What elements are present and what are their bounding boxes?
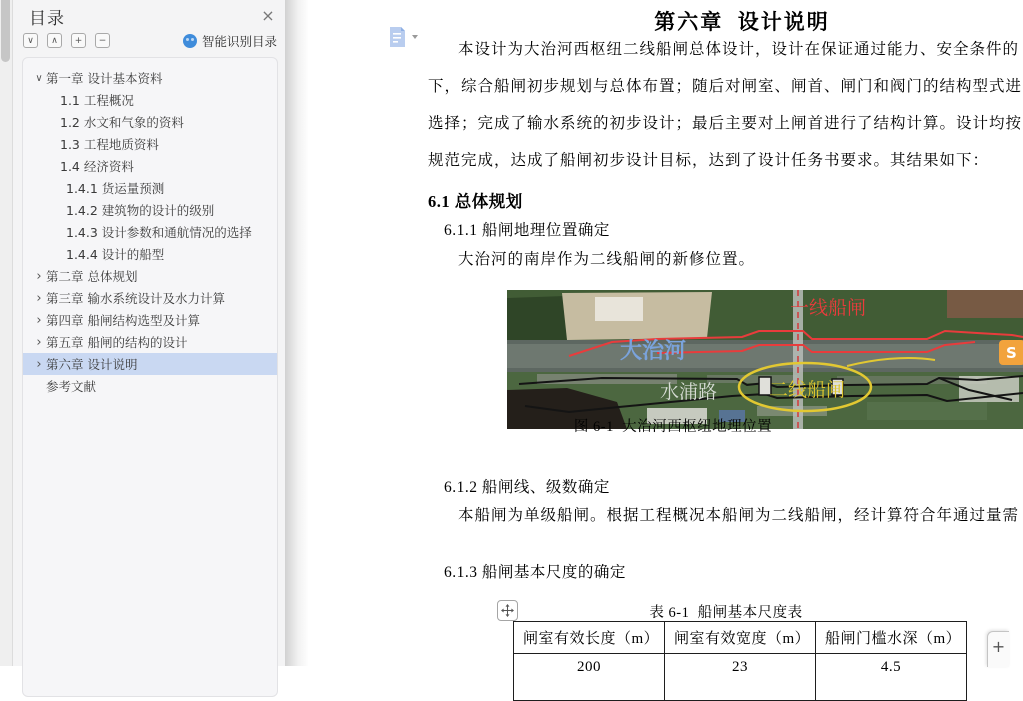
label-road: 水浦路: [660, 381, 718, 403]
toc-item-label: 1.4.1 货运量预测: [66, 181, 165, 196]
toc-item-label: 第一章 设计基本资料: [46, 71, 163, 86]
page-title: 第六章 设计说明: [654, 10, 830, 34]
toc-item[interactable]: [23, 89, 277, 111]
collapse-node-icon[interactable]: −: [95, 33, 110, 48]
toc-item-label: 1.4 经济资料: [60, 159, 134, 174]
toc-item[interactable]: [23, 309, 277, 331]
toc-item-label: 1.4.2 建筑物的设计的级别: [66, 203, 215, 218]
paragraph-line: 规范完成，达成了船闸初步设计目标，达到了设计任务书要求。其结果如下：: [428, 152, 990, 169]
panel-shadow: [285, 0, 309, 666]
section-heading-6-1-2: 6.1.2 船闸线、级数确定: [444, 479, 610, 496]
label-line2-lock: 二线船闸: [769, 379, 846, 401]
toc-item[interactable]: [23, 67, 277, 89]
close-icon[interactable]: ×: [261, 6, 275, 25]
chevron-down-icon[interactable]: ∨: [35, 72, 43, 84]
label-line1-lock: 一线船闸: [790, 297, 867, 319]
satellite-figure: [487, 271, 1018, 410]
table-move-handle[interactable]: [497, 600, 518, 621]
toc-tree: [22, 57, 278, 697]
chevron-right-icon[interactable]: ›: [36, 356, 42, 372]
section-heading-6-1: 6.1 总体规划: [428, 192, 523, 211]
document-pane: [308, 0, 1023, 675]
chevron-right-icon[interactable]: ›: [36, 268, 42, 284]
toc-item[interactable]: [23, 287, 277, 309]
paragraph-6-1-1: 大治河的南岸作为二线船闸的新修位置。: [458, 251, 756, 268]
expand-all-icon[interactable]: ∨: [23, 33, 38, 48]
toc-item[interactable]: [23, 375, 277, 397]
toc-item-label: 1.3 工程地质资料: [60, 137, 159, 152]
toc-item[interactable]: [23, 111, 277, 133]
label-river: 大治河: [620, 339, 687, 364]
table-header-cell: 船闸门槛水深（m）: [816, 622, 967, 654]
page-thumbnail-dropdown[interactable]: [368, 7, 418, 71]
toc-item[interactable]: [23, 221, 277, 243]
toc-item[interactable]: [23, 199, 277, 221]
zoom-in-button[interactable]: +: [987, 631, 1009, 667]
table-value-cell: 200: [514, 654, 665, 701]
toc-toolbar: [23, 33, 110, 49]
toc-item[interactable]: [23, 331, 277, 353]
toc-item[interactable]: [23, 243, 277, 265]
figure-caption: 图 6-1 大治河西枢纽地理位置: [573, 419, 773, 435]
toc-item-label: 第五章 船闸的结构的设计: [46, 335, 188, 350]
paragraph-6-1-2: 本船闸为单级船闸。根据工程概况本船闸为二线船闸，经计算符合年通过量需: [458, 507, 1020, 524]
toc-item-label: 第三章 输水系统设计及水力计算: [46, 291, 225, 306]
document-icon: [390, 27, 405, 47]
toc-item-label: 1.2 水文和气象的资料: [60, 115, 184, 130]
section-heading-6-1-1: 6.1.1 船闸地理位置确定: [444, 222, 610, 239]
section-heading-6-1-3: 6.1.3 船闸基本尺度的确定: [444, 564, 626, 581]
toc-item-label: 第四章 船闸结构选型及计算: [46, 313, 200, 328]
table-value-cell: 4.5: [816, 654, 967, 701]
toc-item-label: 1.1 工程概况: [60, 93, 134, 108]
table-value-cell: 23: [665, 654, 816, 701]
toc-item[interactable]: [23, 177, 277, 199]
table-header-cell: 闸室有效长度（m）: [514, 622, 665, 654]
scrollbar-thumb[interactable]: [1, 0, 10, 62]
table-header-row: [514, 622, 967, 654]
toc-item-label: 第六章 设计说明: [46, 357, 138, 372]
lock-dimensions-table: [513, 621, 967, 701]
ai-icon: [183, 34, 197, 48]
table-header-cell: 闸室有效宽度（m）: [665, 622, 816, 654]
paragraph-line: 下，综合船闸初步规划与总体布置；随后对闸室、闸首、闸门和阀门的结构型式进: [428, 78, 1023, 95]
collapse-all-icon[interactable]: ∧: [47, 33, 62, 48]
toc-item-selected[interactable]: [23, 353, 277, 375]
chevron-right-icon[interactable]: ›: [36, 290, 42, 306]
toc-item-label: 1.4.3 设计参数和通航情况的选择: [66, 225, 252, 240]
svg-text:S: S: [1006, 344, 1018, 362]
left-edge-strip: [0, 0, 13, 666]
move-icon: [501, 604, 514, 617]
ai-button-label: 智能识别目录: [202, 34, 278, 49]
paragraph-line: 选择；完成了输水系统的初步设计；最后主要对上闸首进行了结构计算。设计均按: [428, 115, 1023, 132]
chevron-down-icon: [412, 35, 418, 39]
toc-item[interactable]: [23, 155, 277, 177]
table-caption: 表 6-1 船闸基本尺度表: [649, 605, 803, 621]
chevron-right-icon[interactable]: ›: [36, 334, 42, 350]
map-marker: [999, 340, 1023, 365]
expand-node-icon[interactable]: +: [71, 33, 86, 48]
toc-item-label: 第二章 总体规划: [46, 269, 138, 284]
paragraph-line: 本设计为大治河西枢纽二线船闸总体设计，设计在保证通过能力、安全条件的: [458, 41, 1020, 58]
table-value-row: [514, 654, 967, 701]
ai-recognize-toc-button[interactable]: [183, 32, 277, 50]
toc-item[interactable]: [23, 265, 277, 287]
toc-item-label: 参考文献: [46, 379, 97, 394]
toc-panel-title: 目录: [29, 9, 65, 29]
toc-item[interactable]: [23, 133, 277, 155]
toc-item-label: 1.4.4 设计的船型: [66, 247, 165, 262]
toc-panel: [13, 0, 285, 666]
chevron-right-icon[interactable]: ›: [36, 312, 42, 328]
